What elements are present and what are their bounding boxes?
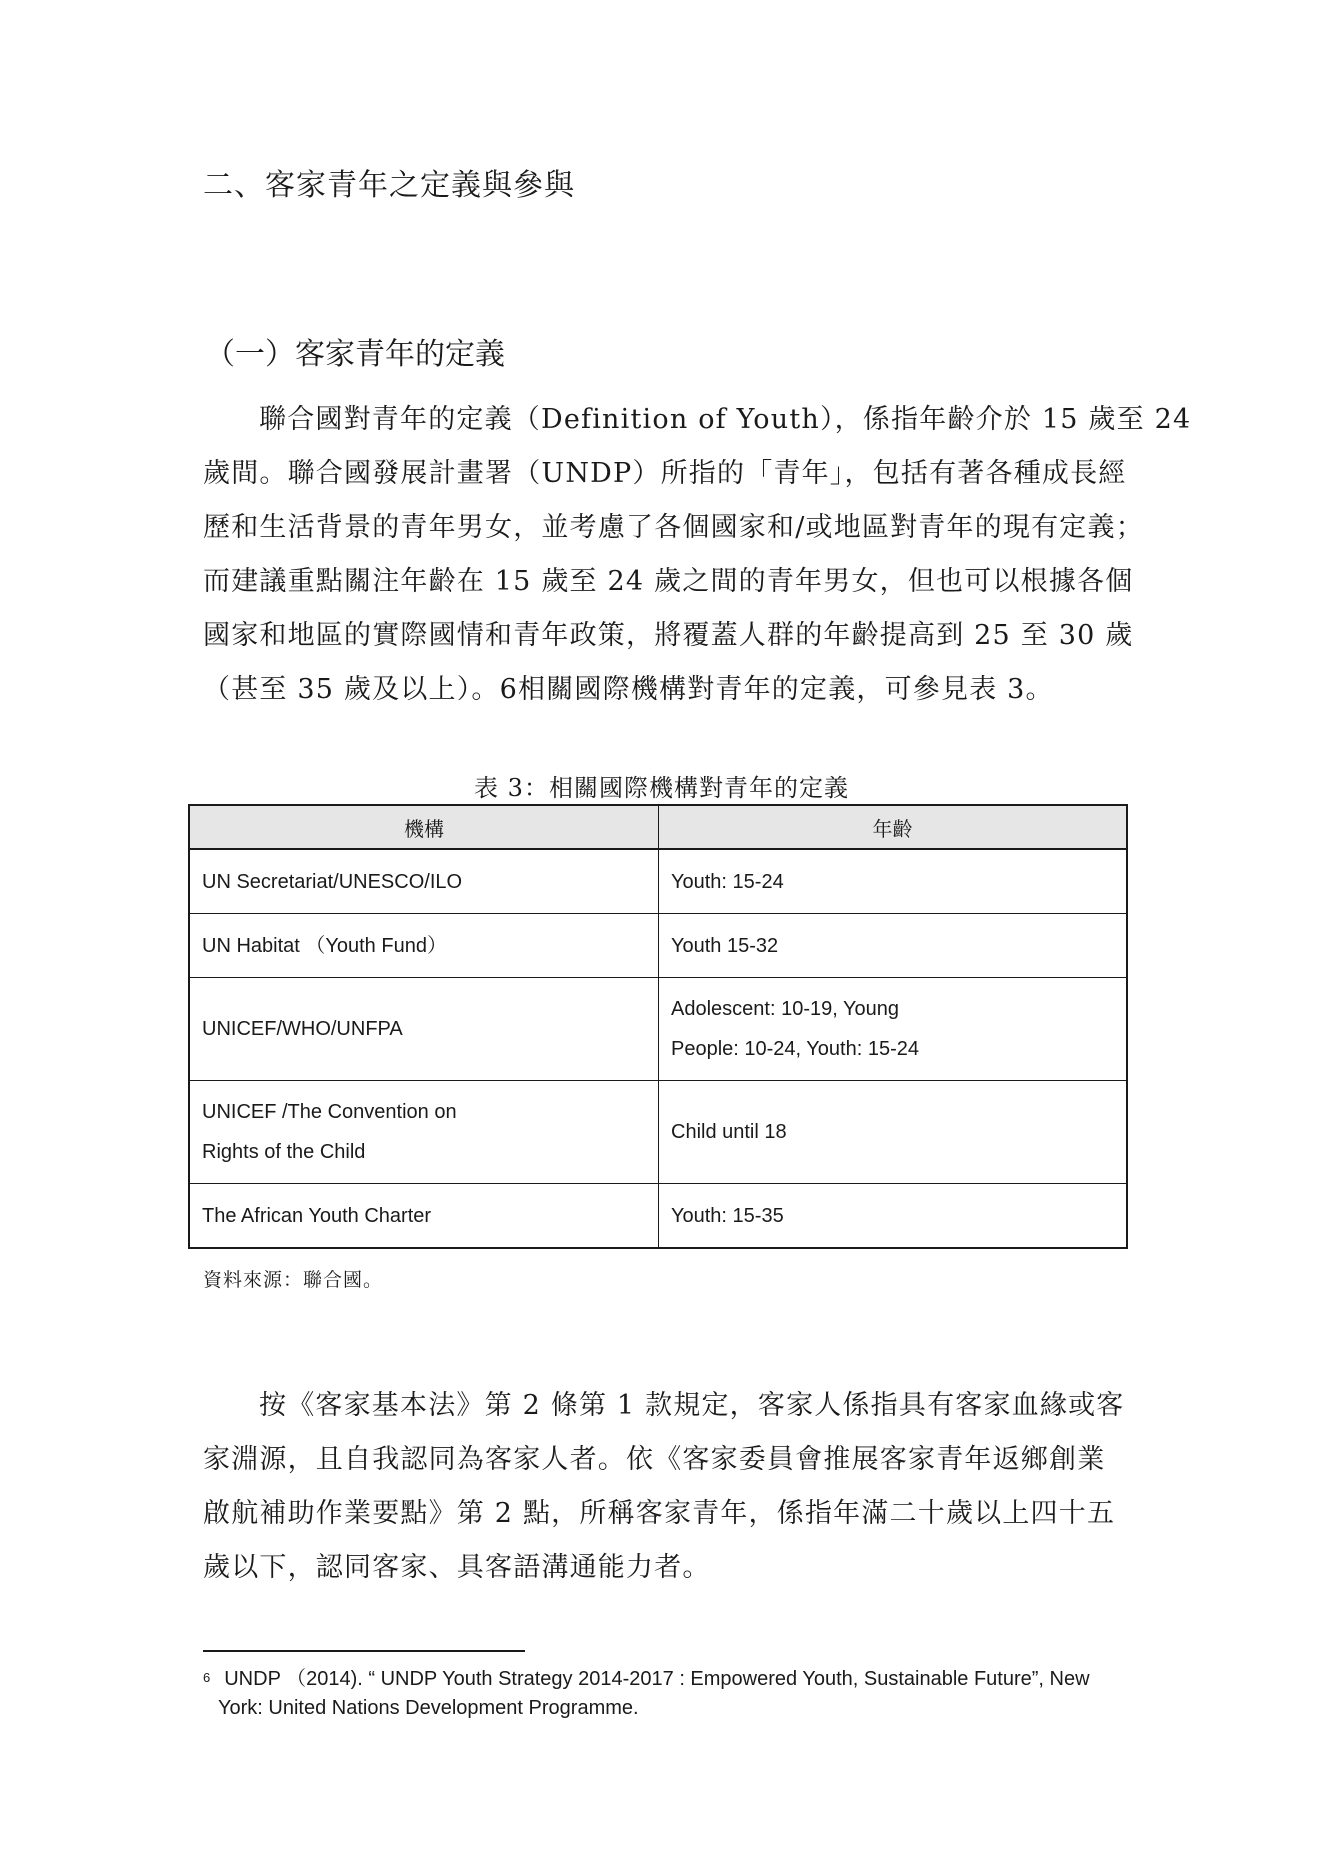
paragraph-line: （甚至 35 歲及以上）。6相關國際機構對青年的定義，可參見表 3。 bbox=[203, 674, 1054, 705]
cell-text: UNICEF /The Convention on bbox=[202, 1101, 457, 1123]
cell-text: Adolescent: 10-19, Young bbox=[671, 998, 899, 1020]
table-row bbox=[189, 849, 1127, 914]
table-header-row bbox=[189, 805, 1127, 849]
column-header-age: 年齡 bbox=[659, 805, 1128, 849]
cell-text: The African Youth Charter bbox=[202, 1204, 432, 1227]
paragraph-hakka-youth-definition bbox=[203, 1379, 1138, 1595]
table-source-note: 資料來源：聯合國。 bbox=[203, 1269, 384, 1291]
cell-text: Rights of the Child bbox=[202, 1141, 366, 1163]
table-row bbox=[189, 914, 1127, 978]
youth-definition-table bbox=[188, 804, 1128, 1249]
section-title: 二、客家青年之定義與參與 bbox=[203, 168, 575, 203]
footnote bbox=[203, 1665, 1138, 1723]
age-cell bbox=[659, 849, 1128, 914]
age-cell bbox=[659, 1081, 1128, 1184]
paragraph-line: 歲間。聯合國發展計畫署（UNDP）所指的「青年」，包括有著各種成長經 bbox=[203, 458, 1127, 489]
cell-text: Youth: 15-24 bbox=[671, 870, 784, 893]
table-row bbox=[189, 978, 1127, 1081]
footnote-line bbox=[203, 1665, 1138, 1694]
table-caption: 表 3：相關國際機構對青年的定義 bbox=[474, 774, 849, 802]
paragraph-line: 而建議重點關注年齡在 15 歲至 24 歲之間的青年男女，但也可以根據各個 bbox=[203, 566, 1134, 597]
organization-cell bbox=[189, 1184, 659, 1249]
organization-cell bbox=[189, 914, 659, 978]
organization-cell bbox=[189, 849, 659, 914]
paragraph-line: 國家和地區的實際國情和青年政策，將覆蓋人群的年齡提高到 25 至 30 歲 bbox=[203, 620, 1134, 651]
paragraph-line: 歲以下，認同客家、具客語溝通能力者。 bbox=[203, 1552, 711, 1583]
footnote-divider bbox=[203, 1650, 525, 1652]
cell-text: UN Habitat （Youth Fund） bbox=[202, 934, 447, 957]
cell-text: Child until 18 bbox=[671, 1121, 787, 1143]
paragraph-line: 家淵源，且自我認同為客家人者。依《客家委員會推展客家青年返鄉創業 bbox=[203, 1444, 1106, 1475]
paragraph-line: 啟航補助作業要點》第 2 點，所稱客家青年，係指年滿二十歲以上四十五 bbox=[203, 1498, 1116, 1529]
table-row bbox=[189, 1081, 1127, 1184]
cell-text: People: 10-24, Youth: 15-24 bbox=[671, 1038, 919, 1060]
organization-cell bbox=[189, 1081, 659, 1184]
cell-text: Youth 15-32 bbox=[671, 934, 779, 957]
age-cell bbox=[659, 978, 1128, 1081]
paragraph-line: 聯合國對青年的定義（Definition of Youth），係指年齡介於 15 歲至 24 bbox=[259, 404, 1192, 435]
organization-cell bbox=[189, 978, 659, 1081]
cell-text: UNICEF/WHO/UNFPA bbox=[202, 1018, 403, 1040]
column-header-organization: 機構 bbox=[189, 805, 659, 849]
subsection-title: （一）客家青年的定義 bbox=[205, 337, 505, 372]
footnote-text: UNDP （2014). “ UNDP Youth Strategy 2014-2017 : Empowered Youth, Sustainable Future”, New bbox=[224, 1668, 1090, 1690]
footnote-number: 6 bbox=[203, 1670, 211, 1685]
paragraph-youth-definition bbox=[203, 393, 1192, 717]
table-row bbox=[189, 1184, 1127, 1249]
cell-text: Youth: 15-35 bbox=[671, 1204, 784, 1227]
paragraph-line: 歷和生活背景的青年男女，並考慮了各個國家和/或地區對青年的現有定義； bbox=[203, 512, 1144, 543]
age-cell bbox=[659, 914, 1128, 978]
paragraph-line: 按《客家基本法》第 2 條第 1 款規定，客家人係指具有客家血緣或客 bbox=[259, 1390, 1125, 1421]
footnote-line: York: United Nations Development Programme. bbox=[218, 1697, 639, 1719]
cell-text: UN Secretariat/UNESCO/ILO bbox=[202, 870, 463, 893]
age-cell bbox=[659, 1184, 1128, 1249]
